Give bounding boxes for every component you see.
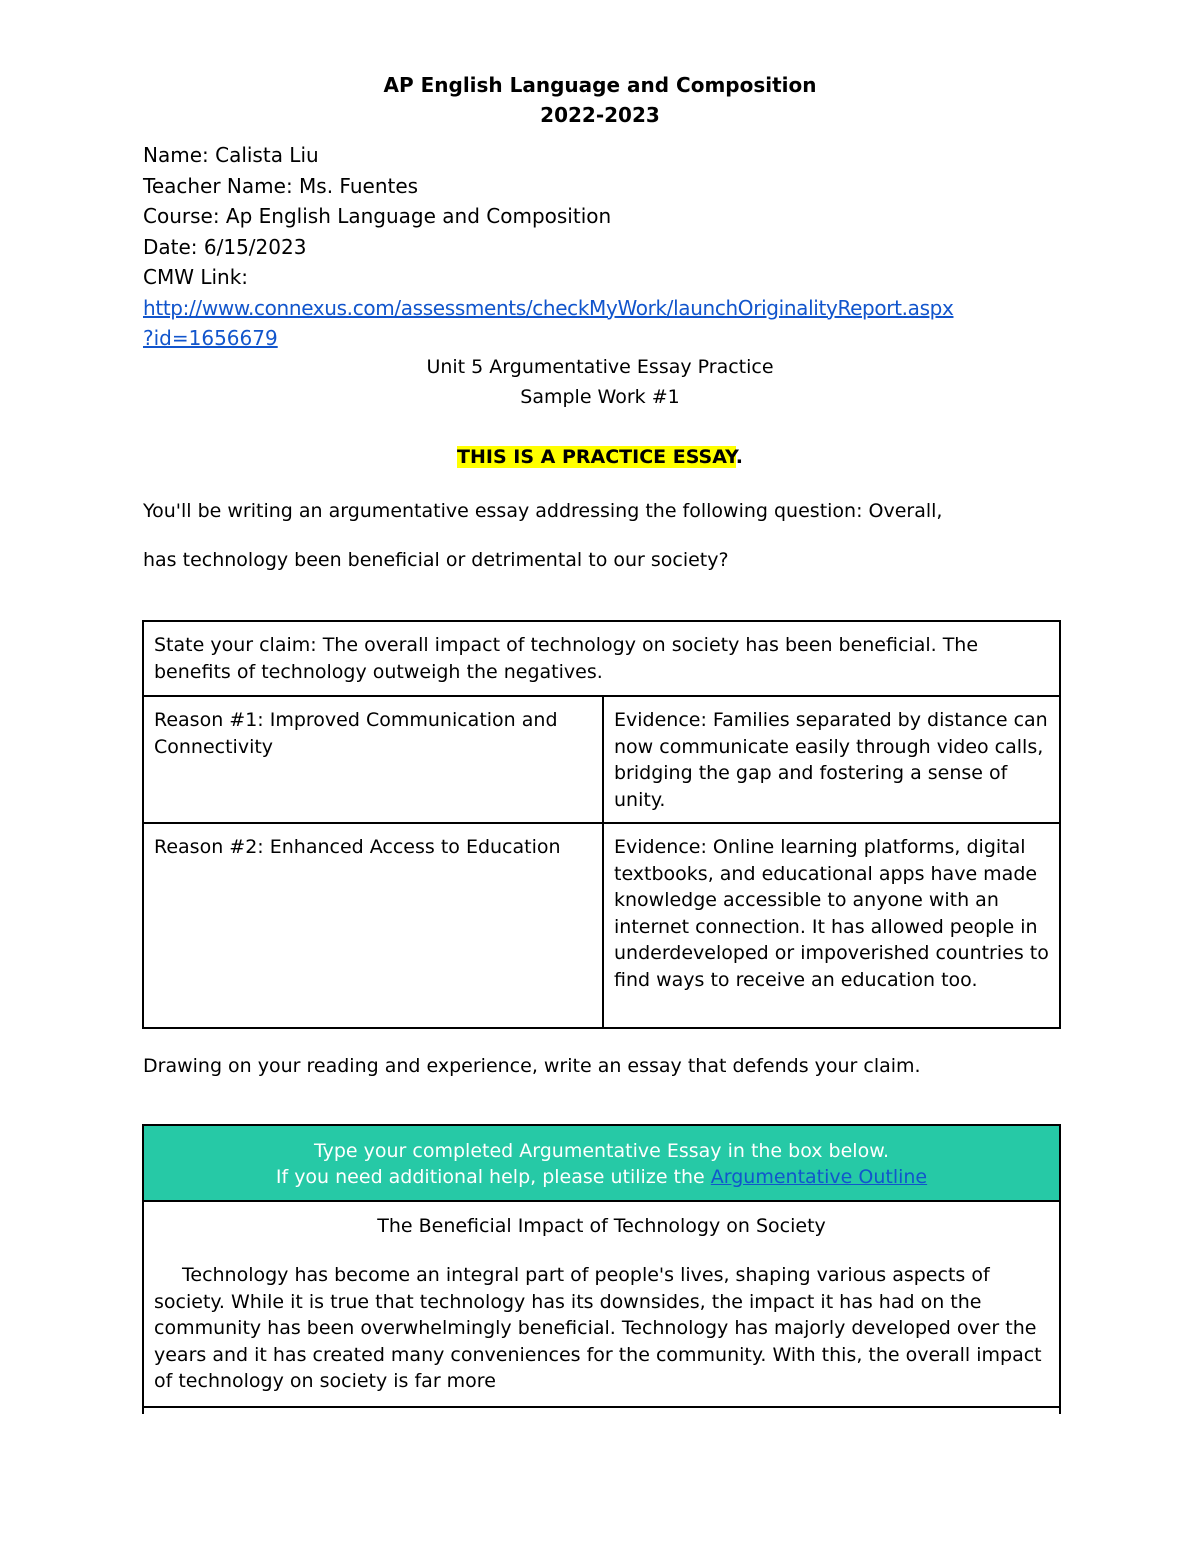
question-line-2: has technology been beneficial or detrimental to our society? [143, 549, 729, 571]
essay-box [142, 1124, 1061, 1414]
cmw-link[interactable]: http://www.connexus.com/assessments/checkMyWork/launchOriginalityReport.aspx [143, 295, 954, 320]
practice-period: . [735, 446, 743, 468]
question-line-1: You'll be writing an argumentative essay addressing the following question: Overall, [143, 500, 943, 522]
student-info [143, 140, 1073, 354]
table-row [143, 696, 1060, 823]
cmw-label: CMW Link: [143, 265, 249, 289]
practice-notice [0, 443, 1200, 471]
course-title: AP English Language and Composition [383, 73, 817, 97]
evidence-cell: Evidence: Families separated by distance can now communicate easily through video calls, bridging the gap and fostering a sense of unity. [603, 696, 1060, 823]
reason-cell: Reason #2: Enhanced Access to Education [143, 823, 603, 1028]
essay-instruction: Drawing on your reading and experience, write an essay that defends your claim. [143, 1055, 921, 1077]
practice-highlight: THIS IS A PRACTICE ESSAY [457, 446, 736, 468]
essay-header-line-2 [152, 1164, 1051, 1190]
claim-table [142, 620, 1061, 1029]
argumentative-outline-link[interactable]: Argumentative Outline [710, 1166, 928, 1188]
essay-header-line-1: Type your completed Argumentative Essay in the box below. [313, 1140, 890, 1162]
submission-date: Date: 6/15/2023 [143, 234, 307, 259]
table-row [143, 823, 1060, 1028]
unit-title: Unit 5 Argumentative Essay Practice [426, 356, 774, 378]
essay-header-prefix: If you need additional help, please utilize the [275, 1166, 711, 1188]
reason-cell: Reason #1: Improved Communication and Connectivity [143, 696, 603, 823]
essay-box-header [144, 1126, 1059, 1202]
essay-box-bottom-border [142, 1406, 1061, 1408]
school-year: 2022-2023 [540, 103, 660, 127]
evidence-cell: Evidence: Online learning platforms, digital textbooks, and educational apps have made knowledge accessible to anyone with an internet connection. It has allowed people in underdeveloped or impoverished countries to find ways to receive an education too. [603, 823, 1060, 1028]
course-name: Course: Ap English Language and Composition [143, 204, 612, 228]
essay-title: The Beneficial Impact of Technology on Society [377, 1215, 826, 1237]
student-name: Name: Calista Liu [143, 143, 319, 167]
claim-row [143, 621, 1060, 696]
claim-cell: State your claim: The overall impact of technology on society has been beneficial. The benefits of technology outweigh the negatives. [143, 621, 1060, 696]
teacher-name: Teacher Name: Ms. Fuentes [143, 173, 419, 198]
essay-body[interactable]: Technology has become an integral part of people's lives, shaping various aspects of society. While it is true that technology has its downsides, the impact it has had on the community has been overwhelmingly beneficial. Technology has majorly developed over the years and it has created many conveniences for the community. With this, the overall impact of technology on society is far more [154, 1264, 1042, 1393]
cmw-link-continued[interactable]: ?id=1656679 [143, 326, 278, 350]
sample-work-label: Sample Work #1 [520, 386, 680, 408]
